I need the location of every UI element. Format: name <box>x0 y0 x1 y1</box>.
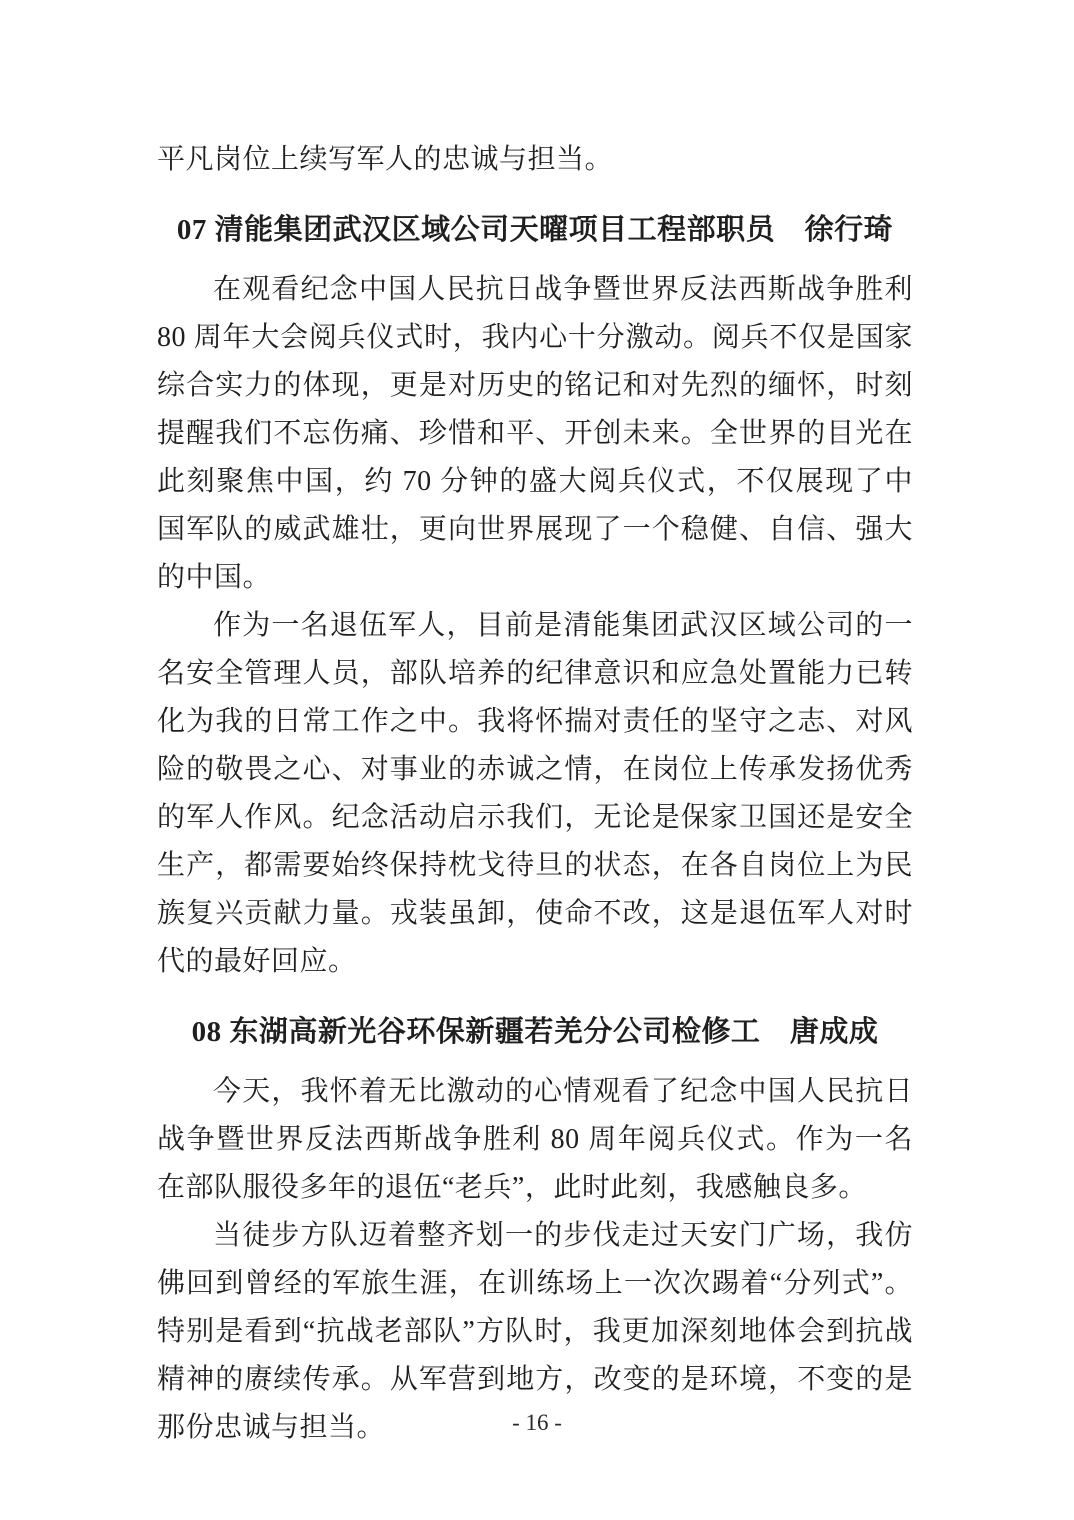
section-heading-07: 07 清能集团武汉区域公司天曜项目工程部职员 徐行琦 <box>176 214 894 246</box>
body-paragraph-3: 今天，我怀着无比激动的心情观看了纪念中国人民抗日战争暨世界反法西斯战争胜利 80 周年阅兵仪式。作为一名在部队服役多年的退伍“老兵”，此时此刻，我感触良多。 <box>157 1076 913 1203</box>
document-body <box>157 136 913 1452</box>
body-paragraph-1: 在观看纪念中国人民抗日战争暨世界反法西斯战争胜利 80 周年大会阅兵仪式时，我内心十分激动。阅兵不仅是国家综合实力的体现，更是对历史的铭记和对先烈的缅怀，时刻提醒我们不忘伤痛、珍惜和平、开创未来。全世界的目光在此刻聚焦中国，约 70 分钟的盛大阅兵仪式，不仅展现了中国军队的威武雄壮，更向世界展现了一个稳健、自信、强大的中国。 <box>157 274 913 593</box>
body-paragraph-continuation: 平凡岗位上续写军人的忠诚与担当。 <box>157 144 614 175</box>
section-heading-08: 08 东湖高新光谷环保新疆若羌分公司检修工 唐成成 <box>191 1016 879 1048</box>
page-number: - 16 - <box>512 1410 562 1435</box>
body-paragraph-2: 作为一名退伍军人，目前是清能集团武汉区域公司的一名安全管理人员，部队培养的纪律意识和应急处置能力已转化为我的日常工作之中。我将怀揣对责任的坚守之志、对风险的敬畏之心、对事业的赤诚之情，在岗位上传承发扬优秀的军人作风。纪念活动启示我们，无论是保家卫国还是安全生产，都需要始终保持枕戈待旦的状态，在各自岗位上为民族复兴贡献力量。戎装虽卸，使命不改，这是退伍军人对时代的最好回应。 <box>157 610 913 977</box>
body-paragraph-4: 当徒步方队迈着整齐划一的步伐走过天安门广场，我仿佛回到曾经的军旅生涯，在训练场上一次次踢着“分列式”。特别是看到“抗战老部队”方队时，我更加深刻地体会到抗战精神的赓续传承。从军营到地方，改变的是环境，不变的是那份忠诚与担当。 <box>157 1220 913 1443</box>
